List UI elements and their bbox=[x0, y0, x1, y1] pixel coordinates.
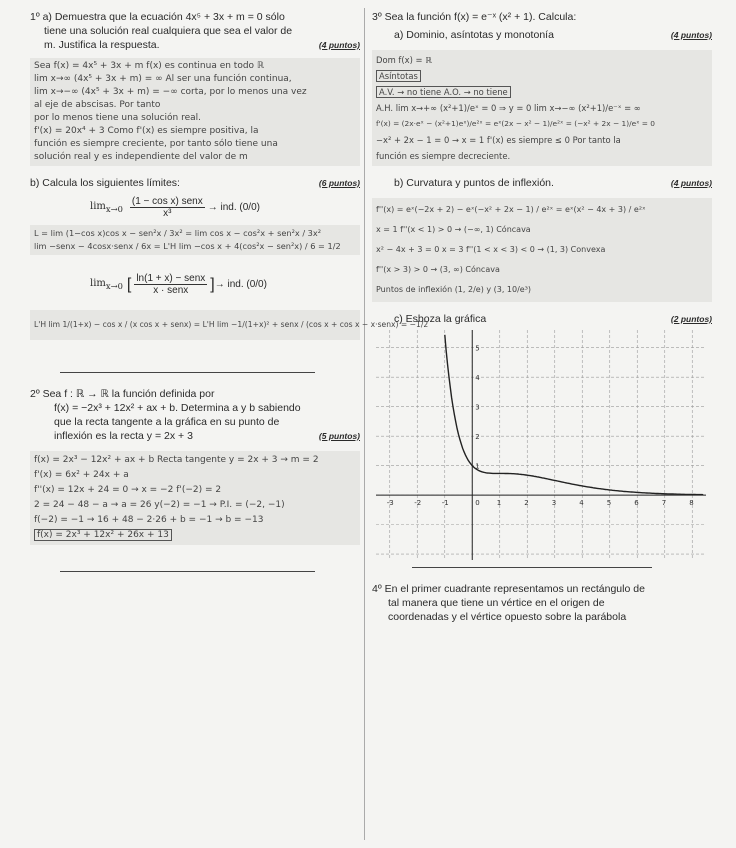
limit-2-numerator: ln(1 + x) − senx bbox=[136, 273, 206, 284]
q1a-work-line: Sea f(x) = 4x⁵ + 3x + m f(x) es continua en todo ℝ bbox=[34, 61, 265, 71]
q2-line-4 bbox=[30, 429, 360, 443]
column-divider bbox=[364, 8, 365, 840]
x-tick-label: -3 bbox=[386, 499, 394, 508]
q3b-points: (4 puntos) bbox=[670, 178, 712, 188]
asymptotes-label: Asíntotas bbox=[376, 70, 421, 82]
q1a-solution bbox=[30, 58, 360, 166]
q3a-work-line: A.H. lim x→+∞ (x²+1)/eˣ = 0 ⇒ y = 0 lim x→−∞ (x²+1)/e⁻ˣ = ∞ bbox=[376, 103, 641, 113]
limit-1-indeterminate: → ind. (0/0) bbox=[207, 202, 260, 213]
q3a-text: a) Dominio, asíntotas y monotonía bbox=[394, 29, 554, 41]
q3a-work-line: f'(x) = (2x·eˣ − (x²+1)eˣ)/e²ˣ = eˣ(2x − x² − 1)/e²ˣ = (−x² + 2x − 1)/eˣ = 0 bbox=[376, 119, 656, 128]
graph-axes bbox=[376, 330, 706, 560]
limit-1 bbox=[90, 196, 360, 219]
q2-work-line: f'(x) = 6x² + 24x + a bbox=[34, 470, 129, 480]
limit-1-solution bbox=[30, 225, 360, 255]
q1a-line-3-text: m. Justifica la respuesta. bbox=[44, 39, 160, 51]
limit-2-fraction bbox=[134, 273, 207, 296]
y-tick-label: 5 bbox=[475, 344, 480, 353]
q1a-work-line: lim x→∞ (4x⁵ + 3x + m) = ∞ Al ser una función continua, bbox=[34, 74, 292, 84]
y-tick-label: 3 bbox=[475, 403, 480, 412]
q1b-text: b) Calcula los siguientes límites: bbox=[30, 177, 180, 189]
q1a-work-line: solución real y es independiente del valor de m bbox=[34, 152, 248, 162]
q3-text: 3º Sea la función f(x) = e⁻ˣ (x² + 1). Calcula: bbox=[372, 11, 577, 23]
right-column bbox=[372, 10, 712, 842]
graph-svg bbox=[376, 330, 706, 560]
limit-2-denominator: x · senx bbox=[153, 285, 189, 296]
limit-1-work-line: lim −senx − 4cosx·senx / 6x = L'H lim −cos x + 4(cos²x − sen²x) / 6 = 1/2 bbox=[34, 241, 341, 251]
x-tick-label: 2 bbox=[524, 499, 529, 508]
separator-line bbox=[60, 372, 315, 373]
q1a-work-line: por lo menos tiene una solución real. bbox=[34, 113, 202, 123]
question-1b bbox=[30, 176, 429, 340]
y-tick-label: 1 bbox=[475, 462, 480, 471]
q1b-header bbox=[30, 176, 360, 190]
q4-line-1: 4º En el primer cuadrante representamos un rectángulo de bbox=[372, 583, 645, 595]
q2-line-3: que la recta tangente a la gráfica en su punto de bbox=[54, 416, 280, 428]
q3c-text: c) Esboza la gráfica bbox=[394, 313, 487, 325]
q3a-work-line: −x² + 2x − 1 = 0 → x = 1 f'(x) es siempre ≤ 0 Por tanto la bbox=[376, 135, 621, 145]
limit-2 bbox=[90, 273, 360, 296]
x-tick-label: 0 bbox=[475, 499, 480, 508]
x-tick-label: 7 bbox=[661, 499, 667, 508]
question-2 bbox=[30, 387, 360, 545]
question-3 bbox=[372, 10, 712, 624]
q3b-work-line: f''(x) = eˣ(−2x + 2) − eˣ(−x² + 2x − 1) / e²ˣ = eˣ(x² − 4x + 3) / e²ˣ bbox=[376, 205, 646, 214]
q3b-text: b) Curvatura y puntos de inflexión. bbox=[394, 177, 554, 189]
y-tick-label: 2 bbox=[475, 433, 480, 442]
q1a-line-2: tiene una solución real cualquiera que sea el valor de bbox=[44, 25, 293, 37]
question-4 bbox=[372, 582, 712, 624]
q2-work-line: f(x) = 2x³ − 12x² + ax + b Recta tangente y = 2x + 3 → m = 2 bbox=[34, 455, 319, 465]
q3b-solution bbox=[372, 198, 712, 302]
q3a-work-line bbox=[376, 68, 708, 84]
y-tick-label: 4 bbox=[475, 374, 480, 383]
q2-solution bbox=[30, 451, 360, 545]
q2-work-line: f(−2) = −1 → 16 + 48 − 2·26 + b = −1 → b = −13 bbox=[34, 515, 264, 525]
q1b-points: (6 puntos) bbox=[318, 178, 360, 188]
q3a-points: (4 puntos) bbox=[670, 30, 712, 40]
q4-line-2: tal manera que tiene un vértice en el origen de bbox=[388, 597, 605, 609]
q3a-work-line: función es siempre decreciente. bbox=[376, 151, 511, 161]
q2-work-line bbox=[34, 528, 356, 543]
lim-symbol: $\lim_{x\to 0}$ bbox=[90, 278, 123, 291]
x-tick-label: 8 bbox=[689, 499, 694, 508]
graph-ticks bbox=[387, 345, 694, 507]
separator-line bbox=[412, 567, 652, 568]
q3a-header bbox=[372, 28, 712, 42]
function-graph bbox=[376, 330, 712, 563]
limit-1-fraction bbox=[130, 196, 205, 219]
q1a-work-line: al eje de abscisas. Por tanto bbox=[34, 100, 161, 110]
graph-grid bbox=[376, 330, 706, 560]
q4-line-3: coordenadas y el vértice opuesto sobre la parábola bbox=[388, 611, 627, 623]
x-tick-label: -1 bbox=[441, 499, 449, 508]
q1a-points: (4 puntos) bbox=[318, 40, 360, 50]
q3b-work-line: f''(x > 3) > 0 → (3, ∞) Cóncava bbox=[376, 265, 500, 274]
q1a-line-3 bbox=[30, 38, 360, 52]
limit-2-indeterminate: → ind. (0/0) bbox=[214, 279, 267, 290]
q2-result-box: f(x) = 2x³ + 12x² + 26x + 13 bbox=[34, 529, 172, 541]
q3a-work-line bbox=[376, 84, 708, 100]
x-tick-label: 5 bbox=[606, 499, 612, 508]
q1a-work-line: f'(x) = 20x⁴ + 3 Como f'(x) es siempre positiva, la bbox=[34, 126, 259, 136]
x-tick-label: 6 bbox=[634, 499, 639, 508]
q3a-solution bbox=[372, 50, 712, 166]
limit-2-work-line: L'H lim 1/(1+x) − cos x / (x cos x + senx) = L'H lim −1/(1+x)² + senx / (cos x + cos x − x·senx) = −1/2 bbox=[34, 320, 429, 329]
q2-line-2: f(x) = −2x³ + 12x² + ax + b. Determina a y b sabiendo bbox=[54, 402, 301, 414]
separator-line bbox=[60, 571, 315, 572]
q2-line-1: 2º Sea f : ℝ → ℝ la función definida por bbox=[30, 388, 215, 400]
x-tick-label: -2 bbox=[414, 499, 422, 508]
q2-work-line: 2 = 24 − 48 − a → a = 26 y(−2) = −1 → P.I. = (−2, −1) bbox=[34, 500, 285, 510]
q1a-line-1: 1º a) Demuestra que la ecuación 4x⁵ + 3x + m = 0 sólo bbox=[30, 11, 285, 23]
q3a-work-line: Dom f(x) = ℝ bbox=[376, 55, 432, 65]
limit-1-work-line: L = lim (1−cos x)cos x − sen²x / 3x² = lim cos x − cos²x + sen²x / 3x² bbox=[34, 228, 322, 238]
lim-symbol: $\lim_{x\to 0}$ bbox=[90, 201, 123, 214]
q2-points: (5 puntos) bbox=[318, 431, 360, 441]
q2-line-4-text: inflexión es la recta y = 2x + 3 bbox=[54, 430, 193, 442]
q3b-header bbox=[372, 176, 712, 190]
bracket-open: [ bbox=[126, 275, 132, 293]
limit-1-numerator: (1 − cos x) senx bbox=[131, 196, 203, 207]
q3b-work-line: x = 1 f''(x < 1) > 0 → (−∞, 1) Cóncava bbox=[376, 225, 531, 234]
q3c-header bbox=[372, 312, 712, 326]
question-1a bbox=[30, 10, 360, 166]
q1a-work-line: función es siempre creciente, por tanto sólo tiene una bbox=[34, 139, 278, 149]
bracket-close: ] bbox=[210, 275, 215, 293]
x-tick-label: 1 bbox=[496, 499, 502, 508]
limit-2-solution bbox=[30, 310, 429, 340]
q2-work-line: f''(x) = 12x + 24 = 0 → x = −2 f'(−2) = 2 bbox=[34, 485, 222, 495]
q3b-work-line: x² − 4x + 3 = 0 x = 3 f''(1 < x < 3) < 0 → (1, 3) Convexa bbox=[376, 245, 606, 254]
q3c-points: (2 puntos) bbox=[670, 314, 712, 324]
function-curve bbox=[445, 335, 703, 495]
x-tick-label: 4 bbox=[579, 499, 584, 508]
q1a-work-line: lim x→−∞ (4x⁵ + 3x + m) = −∞ corta, por lo menos una vez bbox=[34, 87, 307, 97]
q3b-work-line: Puntos de inflexión (1, 2/e) y (3, 10/e³) bbox=[376, 285, 532, 294]
asymptotes-box: A.V. → no tiene A.O. → no tiene bbox=[376, 86, 511, 98]
limit-1-denominator: x³ bbox=[163, 208, 172, 219]
x-tick-label: 3 bbox=[551, 499, 557, 508]
